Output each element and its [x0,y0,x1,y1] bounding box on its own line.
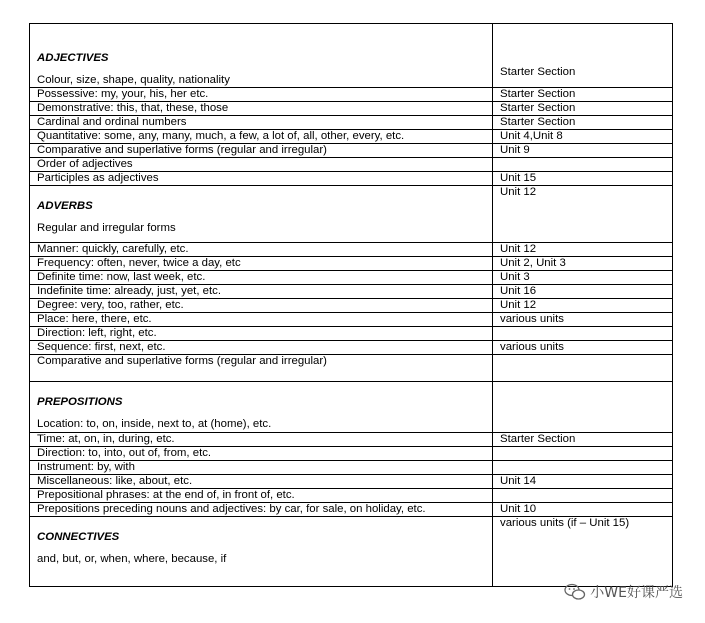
row-item: Participles as adjectives [30,172,493,186]
table-row [30,433,673,447]
table-row [30,243,673,257]
row-item: Prepositional phrases: at the end of, in front of, etc. [30,489,493,503]
row-unit: Starter Section [493,116,673,130]
table-row [30,130,673,144]
row-unit [493,355,673,382]
row-item: Sequence: first, next, etc. [30,341,493,355]
table-row [30,475,673,489]
row-unit: Unit 3 [493,271,673,285]
row-item: Manner: quickly, carefully, etc. [30,243,493,257]
row-item: Place: here, there, etc. [30,313,493,327]
section-head-item: Location: to, on, inside, next to, at (home), etc. [37,418,272,430]
section-header-adverbs [30,186,673,243]
table-row [30,116,673,130]
row-unit: Unit 14 [493,475,673,489]
row-item: Prepositions preceding nouns and adjectives: by car, for sale, on holiday, etc. [30,503,493,517]
section-title: ADJECTIVES [37,52,109,64]
row-unit: various units [493,313,673,327]
section-head-item: Regular and irregular forms [37,222,176,234]
row-item: Degree: very, too, rather, etc. [30,299,493,313]
row-item: Definite time: now, last week, etc. [30,271,493,285]
section-title: PREPOSITIONS [37,396,123,408]
row-unit: various units [493,341,673,355]
table-row [30,88,673,102]
row-item: Direction: to, into, out of, from, etc. [30,447,493,461]
watermark-text: 小WE好课严选 [590,585,683,601]
row-item: Demonstrative: this, that, these, those [30,102,493,116]
row-item: Indefinite time: already, just, yet, etc. [30,285,493,299]
row-unit: Unit 16 [493,285,673,299]
row-unit: Unit 12 [493,299,673,313]
table-row [30,299,673,313]
row-item: Possessive: my, your, his, her etc. [30,88,493,102]
row-item: Direction: left, right, etc. [30,327,493,341]
section-header-cell [30,517,493,587]
row-unit: Unit 9 [493,144,673,158]
row-item: Time: at, on, in, during, etc. [30,433,493,447]
section-header-cell [30,24,493,88]
watermark [564,582,683,602]
section-header-adjectives [30,24,673,88]
row-item: Instrument: by, with [30,461,493,475]
table-row [30,285,673,299]
row-unit [493,327,673,341]
row-unit [493,158,673,172]
row-unit: Starter Section [493,433,673,447]
row-unit: Unit 12 [493,243,673,257]
row-item: Order of adjectives [30,158,493,172]
row-item: Quantitative: some, any, many, much, a few, a lot of, all, other, every, etc. [30,130,493,144]
table-row [30,461,673,475]
table-row [30,447,673,461]
row-item: Cardinal and ordinal numbers [30,116,493,130]
table-row [30,341,673,355]
row-unit [493,489,673,503]
row-unit: Starter Section [493,88,673,102]
row-unit [493,461,673,475]
row-item: Miscellaneous: like, about, etc. [30,475,493,489]
row-unit: Unit 2, Unit 3 [493,257,673,271]
row-item: Comparative and superlative forms (regular and irregular) [30,144,493,158]
table-row [30,102,673,116]
table-row [30,327,673,341]
section-head-item: Colour, size, shape, quality, nationality [37,74,230,86]
table-row [30,355,673,382]
table-row [30,144,673,158]
section-header-cell [30,186,493,243]
row-item: Comparative and superlative forms (regular and irregular) [30,355,493,382]
row-unit: Unit 15 [493,172,673,186]
wechat-icon [564,583,586,601]
section-header-connectives [30,517,673,587]
row-unit: Unit 4,Unit 8 [493,130,673,144]
table-row [30,172,673,186]
table-row [30,158,673,172]
section-head-unit: various units (if – Unit 15) [493,517,673,587]
table-row [30,489,673,503]
grammar-table [29,23,673,587]
section-title: ADVERBS [37,200,93,212]
table-row [30,257,673,271]
row-unit [493,447,673,461]
row-item: Frequency: often, never, twice a day, etc [30,257,493,271]
section-header-cell [30,382,493,433]
section-title: CONNECTIVES [37,531,120,543]
table-row [30,503,673,517]
row-unit: Unit 10 [493,503,673,517]
section-head-unit: Unit 12 [493,186,673,243]
section-head-item: and, but, or, when, where, because, if [37,553,227,565]
table-row [30,271,673,285]
section-head-unit [493,382,673,433]
row-unit: Starter Section [493,102,673,116]
table-row [30,313,673,327]
section-head-unit: Starter Section [493,24,673,88]
section-header-prepositions [30,382,673,433]
